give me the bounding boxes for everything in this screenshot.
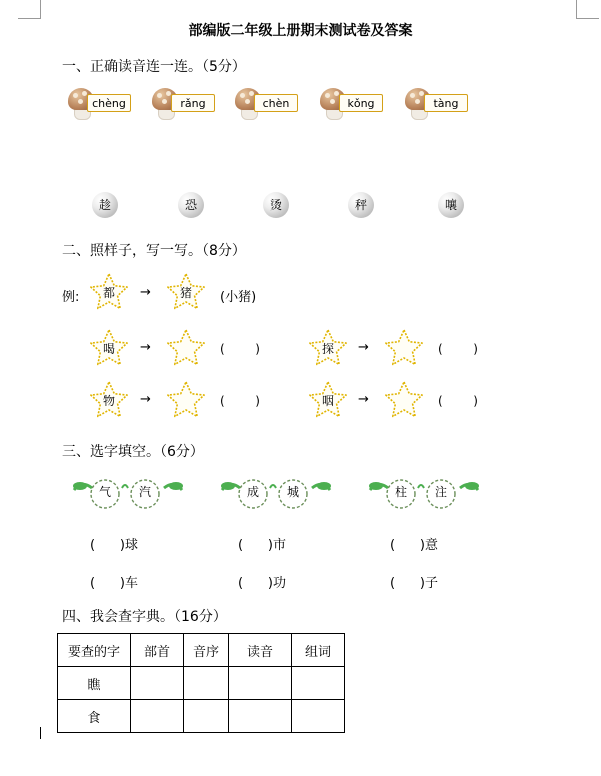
vine-char: 注 bbox=[434, 485, 447, 499]
star-char: 探 bbox=[321, 342, 334, 356]
vine-icon bbox=[368, 476, 480, 510]
vine-icon bbox=[220, 476, 332, 510]
fill-blank-2-1[interactable] bbox=[90, 572, 138, 591]
table-header: 要查的字 bbox=[58, 634, 131, 667]
vine-char: 成 bbox=[246, 485, 259, 499]
fill-blank-2-3[interactable] bbox=[390, 572, 438, 591]
section-2-heading: 二、照样子，写一写。（8分） bbox=[62, 243, 246, 259]
table-cell-blank[interactable] bbox=[229, 700, 292, 733]
fill-word: 子 bbox=[424, 576, 438, 591]
star-item-2 bbox=[307, 328, 349, 368]
fill-word: 球 bbox=[124, 538, 138, 553]
star-char: 都 bbox=[102, 286, 115, 300]
crop-mark-top-right bbox=[576, 0, 599, 19]
character-pearl[interactable]: 嚷 bbox=[438, 192, 464, 218]
pinyin-mushroom[interactable] bbox=[320, 88, 400, 120]
blank[interactable]: ( ) bbox=[390, 576, 425, 591]
table-header: 部首 bbox=[131, 634, 184, 667]
fill-word: 功 bbox=[272, 576, 286, 591]
vine-icon bbox=[72, 476, 184, 510]
blank[interactable]: ( ) bbox=[90, 538, 125, 553]
star-example-from bbox=[88, 272, 130, 312]
answer-blank-3[interactable]: ( ) bbox=[220, 394, 260, 408]
star-char: 喝 bbox=[102, 342, 115, 356]
character-pearl[interactable]: 秤 bbox=[348, 192, 374, 218]
fill-word: 市 bbox=[272, 538, 286, 553]
example-label: 例: bbox=[62, 290, 80, 305]
vine-pair-1 bbox=[72, 476, 184, 510]
star-char: 猪 bbox=[179, 286, 192, 300]
table-cell-char: 食 bbox=[58, 700, 131, 733]
fill-word: 意 bbox=[424, 538, 438, 553]
answer-blank-2[interactable]: ( ) bbox=[438, 342, 478, 356]
star-example-to bbox=[165, 272, 207, 312]
pinyin-label: rǎng bbox=[171, 94, 215, 112]
table-cell-blank[interactable] bbox=[292, 700, 345, 733]
fill-blank-1-2[interactable] bbox=[238, 534, 286, 553]
crop-mark-top-left bbox=[18, 0, 41, 19]
character-pearl[interactable]: 恐 bbox=[178, 192, 204, 218]
section-1-heading: 一、正确读音连一连。（5分） bbox=[62, 59, 246, 75]
fill-blank-2-2[interactable] bbox=[238, 572, 286, 591]
table-cell-blank[interactable] bbox=[229, 667, 292, 700]
arrow: → bbox=[358, 340, 369, 355]
fill-blank-1-1[interactable] bbox=[90, 534, 138, 553]
star-icon bbox=[165, 380, 207, 420]
vine-char: 气 bbox=[98, 485, 111, 499]
answer-blank-4[interactable]: ( ) bbox=[438, 394, 478, 408]
table-row bbox=[58, 700, 345, 733]
star-char: 物 bbox=[102, 394, 115, 408]
table-cell-blank[interactable] bbox=[131, 700, 184, 733]
pinyin-mushroom[interactable] bbox=[68, 88, 148, 120]
answer-blank-1[interactable]: ( ) bbox=[220, 342, 260, 356]
star-icon bbox=[383, 328, 425, 368]
blank[interactable]: ( ) bbox=[238, 576, 273, 591]
arrow: → bbox=[140, 392, 151, 407]
pinyin-label: kǒng bbox=[339, 94, 383, 112]
vine-char: 城 bbox=[286, 485, 299, 499]
pinyin-mushroom[interactable] bbox=[235, 88, 315, 120]
pinyin-mushroom[interactable] bbox=[405, 88, 485, 120]
star-icon bbox=[165, 328, 207, 368]
star-item-3 bbox=[88, 380, 130, 420]
star-item-1 bbox=[88, 328, 130, 368]
table-cell-blank[interactable] bbox=[184, 667, 229, 700]
character-pearl[interactable]: 趁 bbox=[92, 192, 118, 218]
star-blank-2[interactable] bbox=[383, 328, 425, 368]
vine-pair-3 bbox=[368, 476, 480, 510]
section-4-heading: 四、我会查字典。（16分） bbox=[62, 609, 227, 625]
arrow: → bbox=[140, 340, 151, 355]
table-cell-blank[interactable] bbox=[131, 667, 184, 700]
vine-char: 汽 bbox=[138, 485, 151, 499]
text-cursor bbox=[40, 727, 41, 739]
example-note: (小猪) bbox=[220, 290, 257, 305]
fill-word: 车 bbox=[124, 576, 138, 591]
table-row bbox=[58, 667, 345, 700]
star-char: 咽 bbox=[321, 394, 334, 408]
table-header-row bbox=[58, 634, 345, 667]
table-cell-blank[interactable] bbox=[292, 667, 345, 700]
table-header: 组词 bbox=[292, 634, 345, 667]
blank[interactable]: ( ) bbox=[90, 576, 125, 591]
vine-char: 柱 bbox=[394, 485, 407, 499]
section-3-heading: 三、选字填空。（6分） bbox=[62, 444, 204, 460]
table-cell-blank[interactable] bbox=[184, 700, 229, 733]
pinyin-label: chèng bbox=[87, 94, 131, 112]
vine-pair-2 bbox=[220, 476, 332, 510]
star-blank-1[interactable] bbox=[165, 328, 207, 368]
fill-blank-1-3[interactable] bbox=[390, 534, 438, 553]
table-header: 音序 bbox=[184, 634, 229, 667]
star-blank-4[interactable] bbox=[383, 380, 425, 420]
arrow: → bbox=[140, 285, 151, 300]
dictionary-table bbox=[57, 633, 345, 733]
blank[interactable]: ( ) bbox=[238, 538, 273, 553]
arrow: → bbox=[358, 392, 369, 407]
star-item-4 bbox=[307, 380, 349, 420]
pinyin-label: tàng bbox=[424, 94, 468, 112]
star-blank-3[interactable] bbox=[165, 380, 207, 420]
table-cell-char: 瞧 bbox=[58, 667, 131, 700]
table-header: 读音 bbox=[229, 634, 292, 667]
blank[interactable]: ( ) bbox=[390, 538, 425, 553]
pinyin-mushroom[interactable] bbox=[152, 88, 232, 120]
star-icon bbox=[383, 380, 425, 420]
character-pearl[interactable]: 烫 bbox=[263, 192, 289, 218]
pinyin-label: chèn bbox=[254, 94, 298, 112]
page-title: 部编版二年级上册期末测试卷及答案 bbox=[188, 23, 413, 39]
